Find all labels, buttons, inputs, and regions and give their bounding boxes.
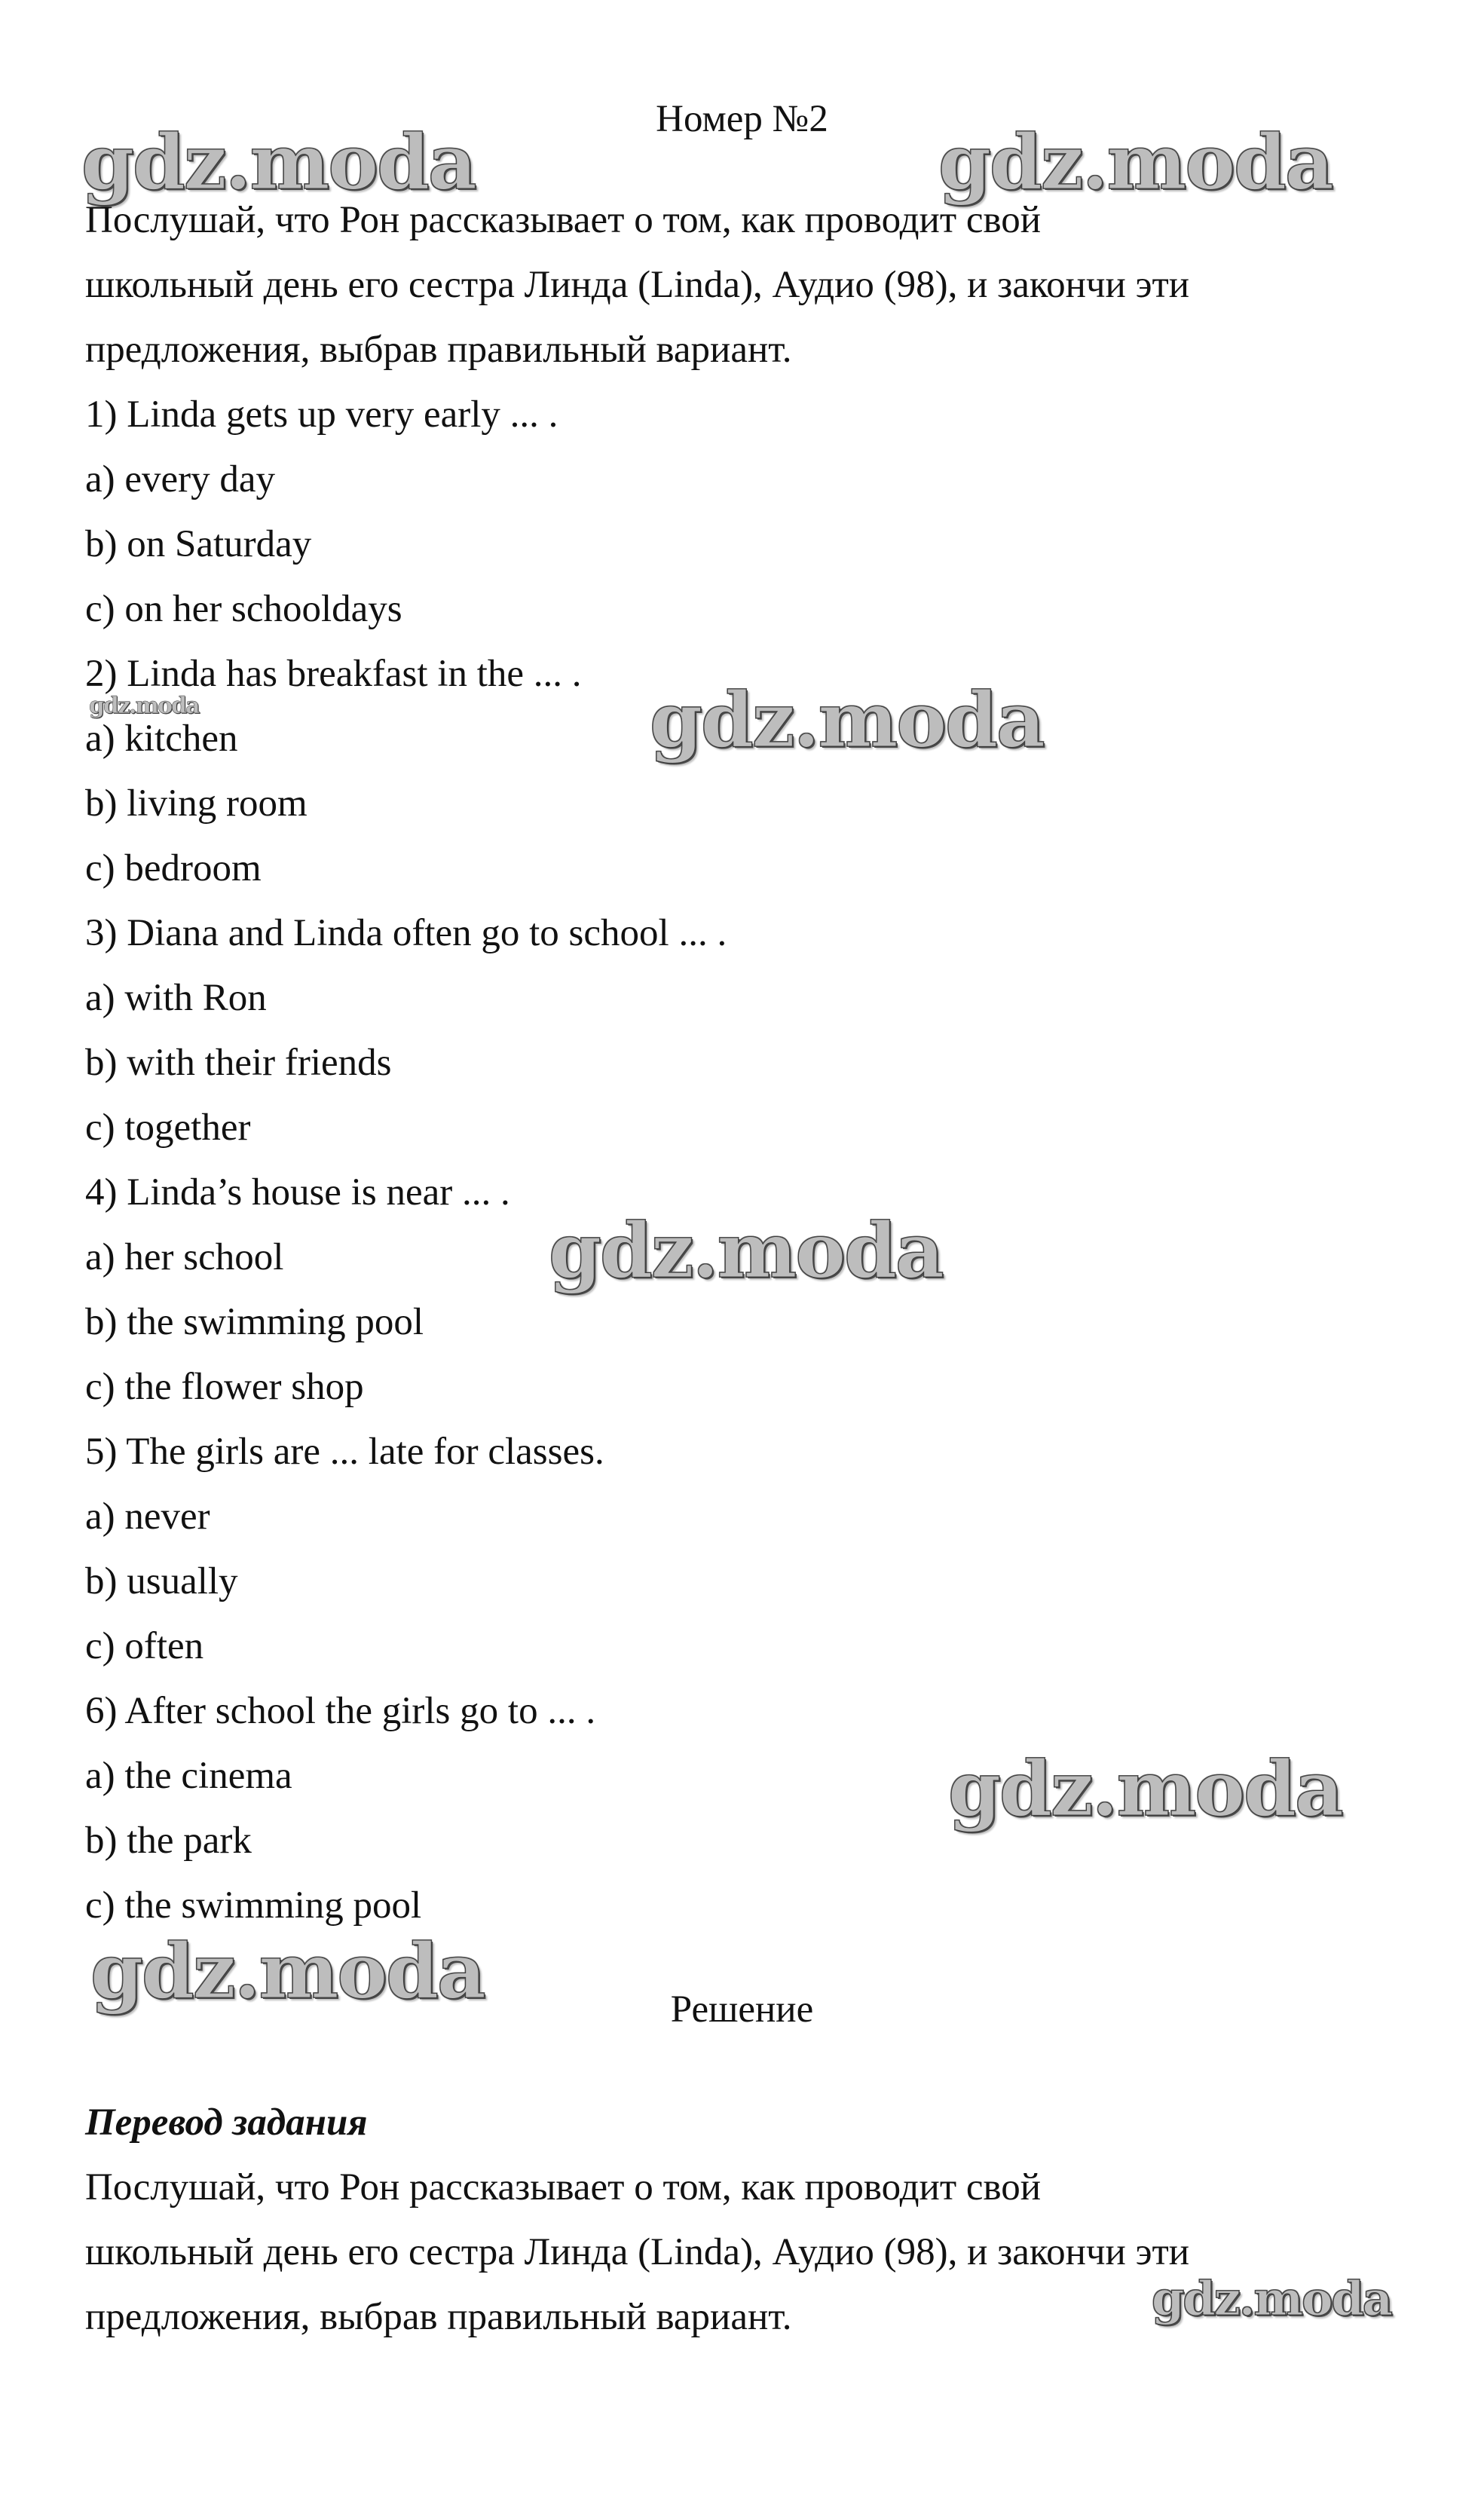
intro-line-2: школьный день его сестра Линда (Linda), Аудио (98), и закончи эти bbox=[85, 264, 1190, 306]
option-4c: c) the flower shop bbox=[85, 1366, 364, 1408]
option-2a: a) kitchen bbox=[85, 718, 238, 760]
watermark-logo: gdz.moda bbox=[549, 1206, 943, 1295]
option-5a: a) never bbox=[85, 1495, 210, 1538]
option-3c: c) together bbox=[85, 1107, 251, 1149]
watermark-logo-small: gdz.moda bbox=[89, 693, 199, 719]
option-6c: c) the swimming pool bbox=[85, 1884, 422, 1927]
watermark-logo: gdz.moda bbox=[650, 675, 1044, 764]
translation-line-3: предложения, выбрав правильный вариант. bbox=[85, 2296, 792, 2338]
option-4b: b) the swimming pool bbox=[85, 1301, 424, 1343]
option-1a: a) every day bbox=[85, 458, 276, 500]
question-4: 4) Linda’s house is near ... . bbox=[85, 1171, 510, 1214]
watermark-logo: gdz.moda bbox=[948, 1744, 1342, 1833]
watermark-logo: gdz.moda bbox=[81, 118, 476, 207]
translation-heading: Перевод задания bbox=[85, 2101, 368, 2144]
translation-line-1: Послушай, что Рон рассказывает о том, как проводит свой bbox=[85, 2166, 1042, 2208]
option-3b: b) with their friends bbox=[85, 1042, 392, 1084]
option-6a: a) the cinema bbox=[85, 1755, 292, 1797]
watermark-logo: gdz.moda bbox=[90, 1927, 485, 2016]
option-1b: b) on Saturday bbox=[85, 523, 312, 565]
problem-number-title: Номер №2 bbox=[656, 98, 828, 140]
question-3: 3) Diana and Linda often go to school ... . bbox=[85, 912, 727, 954]
option-5c: c) often bbox=[85, 1625, 204, 1667]
question-6: 6) After school the girls go to ... . bbox=[85, 1690, 596, 1732]
option-1c: c) on her schooldays bbox=[85, 588, 402, 630]
translation-line-2: школьный день его сестра Линда (Linda), Аудио (98), и закончи эти bbox=[85, 2231, 1190, 2273]
solution-title: Решение bbox=[670, 1988, 814, 2031]
option-5b: b) usually bbox=[85, 1560, 238, 1602]
watermark-logo: gdz.moda bbox=[1152, 2271, 1391, 2326]
intro-line-3: предложения, выбрав правильный вариант. bbox=[85, 329, 792, 371]
option-2c: c) bedroom bbox=[85, 847, 262, 889]
option-4a: a) her school bbox=[85, 1236, 284, 1278]
option-3a: a) with Ron bbox=[85, 977, 267, 1019]
question-5: 5) The girls are ... late for classes. bbox=[85, 1431, 604, 1473]
question-1: 1) Linda gets up very early ... . bbox=[85, 393, 558, 436]
intro-line-1: Послушай, что Рон рассказывает о том, как проводит свой bbox=[85, 199, 1042, 241]
question-2: 2) Linda has breakfast in the ... . bbox=[85, 653, 582, 695]
option-6b: b) the park bbox=[85, 1820, 252, 1862]
watermark-logo: gdz.moda bbox=[938, 118, 1333, 207]
option-2b: b) living room bbox=[85, 782, 308, 825]
